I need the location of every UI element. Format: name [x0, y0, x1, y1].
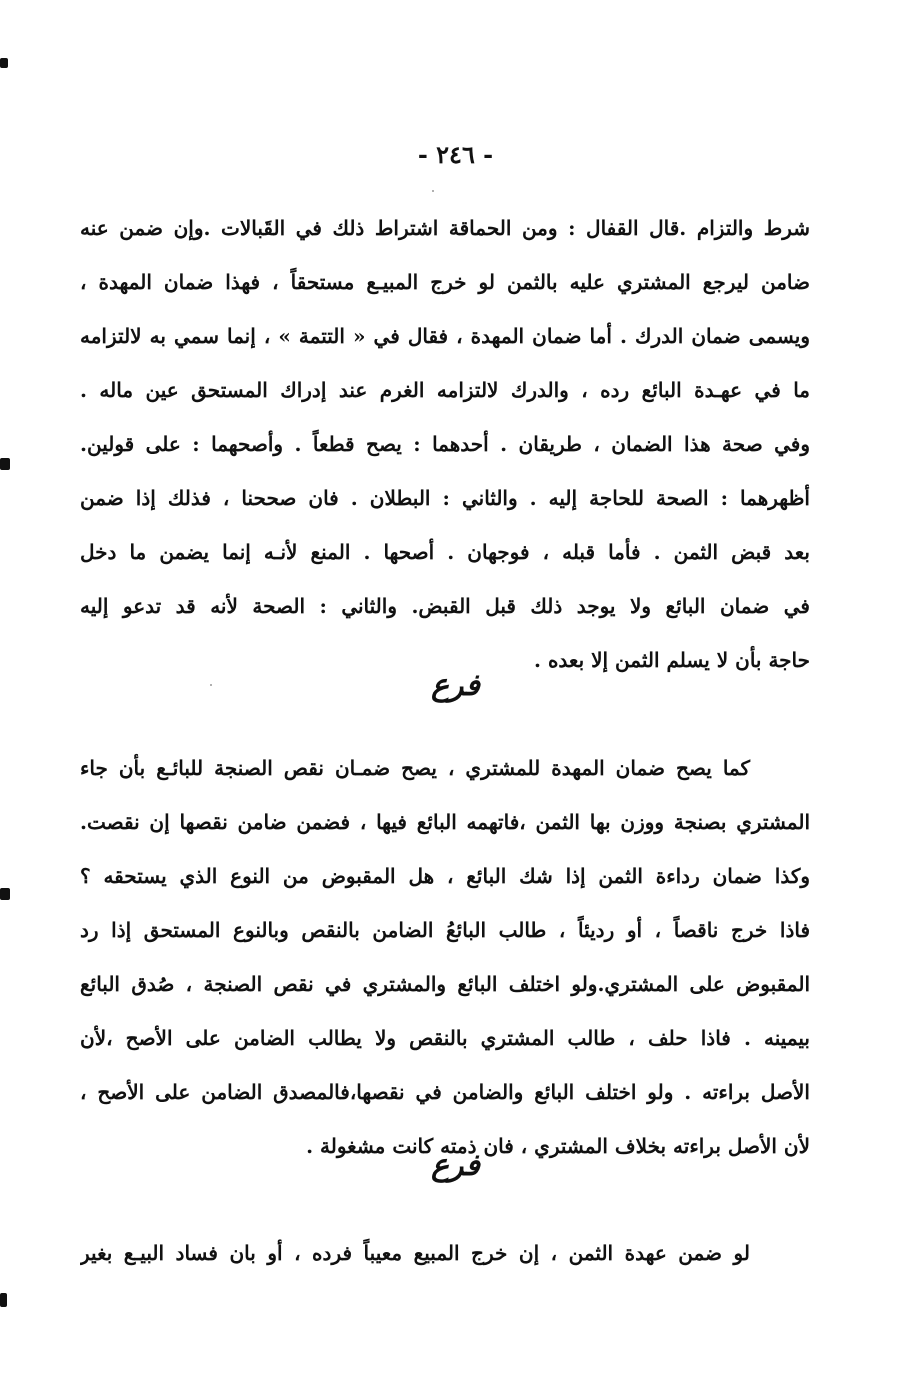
text-line: حاجة بأن لا يسلم الثمن إلا بعده .	[534, 648, 810, 672]
text-line: أظهرهما : الصحة للحاجة إليه . والثاني : البطلان . فان صححنا ، فذلك إذا ضمن	[80, 486, 810, 510]
scan-speck	[432, 190, 434, 192]
text-line: وكذا ضمان رداءة الثمن إذا شك البائع ، هل المقبوض من النوع الذي يستحقه ؟	[80, 864, 810, 888]
scan-edge-mark	[0, 58, 8, 68]
text-line: ما في عهـدة البائع رده ، والدرك لالتزامه الغرم عند إدراك المستحق عين ماله .	[80, 378, 810, 402]
scan-edge-mark	[0, 458, 10, 470]
paragraph-1	[80, 201, 810, 687]
text-line: بيمينه . فاذا حلف ، طالب المشتري بالنقص ولا يطالب الضامن على الأصح ،لأن	[80, 1026, 810, 1050]
text-line: لو ضمن عهدة الثمن ، إن خرج المبيع معيباً فرده ، أو بان فساد البيـع بغير	[80, 1241, 750, 1265]
text-line: كما يصح ضمان المهدة للمشتري ، يصح ضمـان نقص الصنجة للبائـع بأن جاء	[80, 756, 750, 780]
text-line: فاذا خرج ناقصاً ، أو رديئاً ، طالب البائعُ الضامن بالنقص وبالنوع المستحق إذا رد	[80, 918, 810, 942]
page-number: - ٢٤٦ -	[417, 140, 494, 169]
text-line: المشتري بصنجة ووزن بها الثمن ،فاتهمه البائع فيها ، فضمن ضامن نقصها إن نقصت.	[80, 810, 810, 834]
paragraph-3	[80, 1226, 810, 1280]
text-line: في ضمان البائع ولا يوجد ذلك قبل القبض. والثاني : الصحة لأنه قد تدعو إليه	[80, 594, 810, 618]
text-line: بعد قبض الثمن . فأما قبله ، فوجهان . أصحها . المنع لأنـه إنما يضمن ما دخل	[80, 540, 810, 564]
paragraph-2	[80, 741, 810, 1173]
text-line: الأصل براءته . ولو اختلف البائع والضامن في نقصها،فالمصدق الضامن على الأصح ،	[80, 1080, 810, 1104]
text-line: المقبوض على المشتري.ولو اختلف البائع والمشتري في نقص الصنجة ، صُدق البائع	[80, 972, 810, 996]
section-heading: فرع	[431, 1148, 480, 1183]
section-heading: فرع	[431, 668, 480, 703]
text-line: ويسمى ضمان الدرك . أما ضمان المهدة ، فقال في « التتمة » ، إنما سمي به لالتزامه	[80, 324, 810, 348]
text-line: لأن الأصل براءته بخلاف المشتري ، فان ذمته كانت مشغولة .	[306, 1134, 810, 1158]
text-line: شرط والتزام .قال القفال : ومن الحماقة اشتراط ذلك في القَبالات .وإن ضمن عنه	[80, 216, 810, 240]
text-line: ضامن ليرجع المشتري عليه بالثمن لو خرج المبيـع مستحقاً ، فهذا ضمان المهدة ،	[80, 270, 810, 294]
scan-edge-mark	[0, 1293, 7, 1307]
scan-edge-mark	[0, 888, 10, 900]
text-line: وفي صحة هذا الضمان ، طريقان . أحدهما : يصح قطعاً . وأصحهما : على قولين.	[80, 432, 810, 456]
